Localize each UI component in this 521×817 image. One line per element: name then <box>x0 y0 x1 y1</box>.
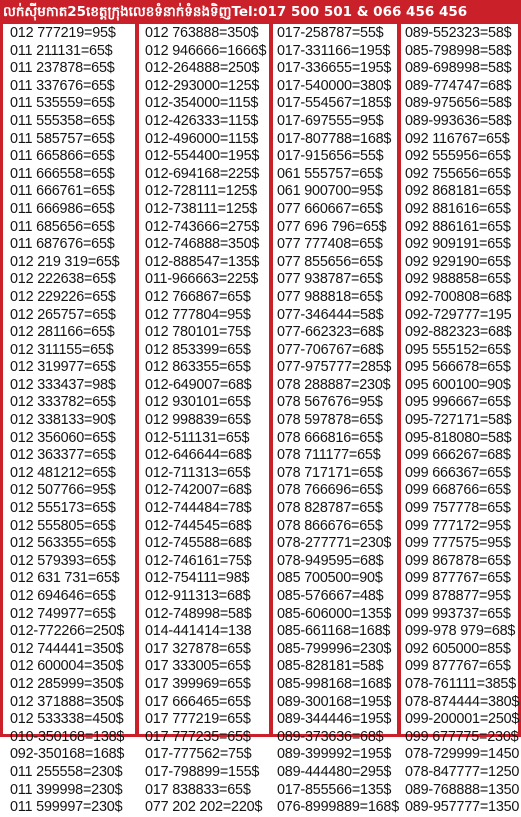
phone-number-entry: 011 399998=230$ <box>10 781 123 798</box>
phone-number-entry: 078 766696=65$ <box>277 482 383 499</box>
phone-number-entry: 085 700500=90$ <box>277 570 383 587</box>
phone-number-entry: 092 116767=65$ <box>405 130 510 147</box>
phone-number-entry: 078 666816=65$ <box>277 429 383 446</box>
phone-number-entry: 017-336655=195$ <box>277 60 392 77</box>
phone-number-entry: 076-8999889=168$ <box>277 799 400 816</box>
phone-number-entry: 010-350168=138$ <box>10 728 125 745</box>
phone-number-entry: 077-346444=58$ <box>277 306 384 323</box>
phone-number-entry: 011-966663=225$ <box>145 271 259 288</box>
phone-number-entry: 077 660667=65$ <box>277 200 383 217</box>
phone-number-entry: 011 666558=65$ <box>10 165 115 182</box>
phone-number-entry: 012-888547=135$ <box>145 253 260 270</box>
phone-number-entry: 099 757778=65$ <box>405 500 511 517</box>
phone-number-entry: 089-552323=58$ <box>405 25 512 41</box>
phone-number-entry: 012 555805=65$ <box>10 517 116 534</box>
phone-number-entry: 089-373636=68$ <box>277 728 384 745</box>
phone-number-entry: 011 535559=65$ <box>10 95 115 112</box>
phone-number-entry: 012 219 319=65$ <box>10 253 120 270</box>
phone-number-entry: 012 777219=95$ <box>10 25 116 41</box>
number-list-3 <box>277 25 399 817</box>
phone-number-entry: 012 694646=65$ <box>10 588 116 604</box>
phone-number-entry: 012 863355=65$ <box>145 359 251 376</box>
number-list-1 <box>10 25 124 817</box>
phone-number-entry: 085-606000=135$ <box>277 605 392 622</box>
phone-number-entry: 078 711177=65$ <box>277 447 381 464</box>
phone-number-entry: 089-993636=58$ <box>405 112 512 129</box>
phone-number-entry: 085-799996=230$ <box>277 640 392 657</box>
phone-number-entry: 012-426333=115$ <box>145 112 259 129</box>
phone-number-entry: 012-264888=250$ <box>145 60 260 77</box>
phone-number-entry: 092 886161=65$ <box>405 218 511 235</box>
phone-number-entry: 012 371888=350$ <box>10 693 124 710</box>
phone-number-entry: 012 333437=98$ <box>10 376 116 393</box>
phone-number-entry: 092-700808=68$ <box>405 288 512 305</box>
phone-number-entry: 011 666761=65$ <box>10 183 115 200</box>
number-column-4 <box>405 25 519 817</box>
phone-number-entry: 078 866676=65$ <box>277 517 383 534</box>
phone-number-entry: 012-738111=125$ <box>145 200 258 217</box>
phone-number-entry: 099 777575=95$ <box>405 535 511 552</box>
phone-number-entry: 012-754111=98$ <box>145 570 250 587</box>
phone-number-entry: 012-911313=68$ <box>145 588 251 604</box>
phone-number-entry: 095 600100=90$ <box>405 376 511 393</box>
phone-number-entry: 095 566678=65$ <box>405 359 511 376</box>
phone-number-entry: 092 881616=65$ <box>405 200 511 217</box>
number-column-1 <box>10 25 124 817</box>
phone-number-entry: 012-746888=350$ <box>145 236 260 253</box>
phone-number-entry: 099 993737=65$ <box>405 605 511 622</box>
phone-number-entry: 078-847777=1250 <box>405 763 520 780</box>
phone-number-entry: 017-554567=185$ <box>277 95 392 112</box>
phone-number-entry: 078-761111=385$ <box>405 675 517 692</box>
phone-number-entry: 012 749977=65$ <box>10 605 116 622</box>
phone-number-entry: 099-200001=250$ <box>405 711 520 728</box>
phone-number-entry: 085-661168=168$ <box>277 623 391 640</box>
phone-number-entry: 012-554400=195$ <box>145 148 260 165</box>
phone-number-entry: 099 677775=230$ <box>405 728 519 745</box>
phone-number-entry: 012 338133=90$ <box>10 412 116 429</box>
phone-number-entry: 012 853399=65$ <box>145 341 251 358</box>
phone-number-entry: 017 333005=65$ <box>145 658 251 675</box>
phone-number-entry: 012 777804=95$ <box>145 306 251 323</box>
phone-number-entry: 089-399992=195$ <box>277 746 392 763</box>
phone-number-entry: 078 828787=65$ <box>277 500 383 517</box>
phone-number-entry: 017-777562=75$ <box>145 746 252 763</box>
number-list-4 <box>405 25 519 817</box>
phone-number-entry: 092-729777=195 <box>405 306 512 323</box>
phone-number-entry: 012 579393=65$ <box>10 552 116 569</box>
phone-number-entry: 017-798899=155$ <box>145 763 260 780</box>
phone-number-entry: 012 744441=350$ <box>10 640 124 657</box>
phone-number-entry: 017-855566=135$ <box>277 781 392 798</box>
phone-number-entry: 012 363377=65$ <box>10 447 116 464</box>
phone-number-entry: 012 311155=65$ <box>10 341 114 358</box>
phone-number-entry: 077-975777=285$ <box>277 359 392 376</box>
phone-number-entry: 077-706767=68$ <box>277 341 384 358</box>
phone-number-entry: 012 285999=350$ <box>10 675 124 692</box>
phone-number-entry: 089-444480=295$ <box>277 763 392 780</box>
phone-number-entry: 011 337676=65$ <box>10 77 115 94</box>
phone-number-entry: 078-874444=380$ <box>405 693 520 710</box>
phone-number-entry: 078-729999=1450 <box>405 746 520 763</box>
phone-number-entry: 012-772266=250$ <box>10 623 125 640</box>
phone-number-entry: 012 946666=1666$ <box>145 42 267 59</box>
phone-number-entry: 077 938787=65$ <box>277 271 383 288</box>
phone-number-entry: 095 555152=65$ <box>405 341 511 358</box>
phone-number-entry: 011 687676=65$ <box>10 236 115 253</box>
phone-number-entry: 077 696 796=65$ <box>277 218 387 235</box>
phone-number-entry: 017 777219=65$ <box>145 711 251 728</box>
phone-number-entry: 099 666367=65$ <box>405 464 511 481</box>
phone-number-entry: 095-727171=58$ <box>405 412 512 429</box>
number-column-2 <box>145 25 266 817</box>
phone-number-entry: 085-828181=58$ <box>277 658 384 675</box>
phone-number-entry: 011 211131=65$ <box>10 42 113 59</box>
phone-number-entry: 012 507766=95$ <box>10 482 116 499</box>
phone-number-entry: 089-300168=195$ <box>277 693 392 710</box>
phone-number-entry: 011 685656=65$ <box>10 218 115 235</box>
phone-number-entry: 012 222638=65$ <box>10 271 116 288</box>
phone-number-entry: 092 755656=65$ <box>405 165 511 182</box>
phone-number-entry: 089-774747=68$ <box>405 77 512 94</box>
phone-number-entry: 012-744484=78$ <box>145 500 252 517</box>
phone-number-entry: 012 998839=65$ <box>145 412 251 429</box>
phone-number-entry: 012 600004=350$ <box>10 658 124 675</box>
phone-number-entry: 017-697555=95$ <box>277 112 384 129</box>
phone-number-entry: 078 288887=230$ <box>277 376 391 393</box>
phone-number-entry: 017-540000=380$ <box>277 77 392 94</box>
phone-number-entry: 077 777408=65$ <box>277 236 383 253</box>
phone-number-entry: 012-748998=58$ <box>145 605 252 622</box>
number-list-2 <box>145 25 266 817</box>
phone-number-entry: 012 930101=65$ <box>145 394 251 411</box>
phone-number-entry: 012 281166=65$ <box>10 324 115 341</box>
phone-number-entry: 092-882323=68$ <box>405 324 512 341</box>
column-divider <box>269 24 273 734</box>
phone-number-entry: 092 605000=85$ <box>405 640 511 657</box>
phone-number-entry: 012-649007=68$ <box>145 376 252 393</box>
phone-number-entry: 099 777172=95$ <box>405 517 511 534</box>
phone-number-entry: 012 333782=65$ <box>10 394 116 411</box>
phone-number-entry: 099 878877=95$ <box>405 588 511 604</box>
phone-number-entry: 077 988818=65$ <box>277 288 383 305</box>
phone-number-entry: 089-344446=195$ <box>277 711 392 728</box>
phone-number-entry: 012-728111=125$ <box>145 183 258 200</box>
phone-number-entry: 017 399969=65$ <box>145 675 251 692</box>
phone-number-entry: 085-798998=58$ <box>405 42 512 59</box>
phone-number-entry: 099 877767=65$ <box>405 570 511 587</box>
phone-number-entry: 012-646644=68$ <box>145 447 252 464</box>
phone-number-entry: 092 555956=65$ <box>405 148 511 165</box>
phone-number-entry: 099 668766=65$ <box>405 482 511 499</box>
phone-number-entry: 099 877767=65$ <box>405 658 511 675</box>
phone-number-entry: 089-768888=1350 <box>405 781 520 798</box>
phone-number-entry: 089-957777=1350 <box>405 799 520 816</box>
phone-number-entry: 078-949595=68$ <box>277 552 384 569</box>
phone-number-entry: 078 597878=65$ <box>277 412 383 429</box>
phone-number-entry: 078 567676=95$ <box>277 394 383 411</box>
phone-number-entry: 012 555173=65$ <box>10 500 116 517</box>
phone-number-entry: 012-746161=75$ <box>145 552 252 569</box>
phone-number-entry: 017 327878=65$ <box>145 640 251 657</box>
phone-number-entry: 085-576667=48$ <box>277 588 384 604</box>
phone-number-entry: 012 481212=65$ <box>10 464 116 481</box>
phone-number-entry: 011 666986=65$ <box>10 200 115 217</box>
phone-number-entry: 012-511131=65$ <box>145 429 250 446</box>
phone-number-entry: 078 717171=65$ <box>277 464 383 481</box>
phone-number-entry: 099-978 979=68$ <box>405 623 516 640</box>
phone-number-entry: 017-915656=55$ <box>277 148 384 165</box>
phone-number-entry: 089-698998=58$ <box>405 60 512 77</box>
phone-number-entry: 077-662323=68$ <box>277 324 384 341</box>
phone-number-entry: 012 356060=65$ <box>10 429 116 446</box>
phone-number-entry: 011 555358=65$ <box>10 112 115 129</box>
phone-number-entry: 012 319977=65$ <box>10 359 116 376</box>
phone-number-entry: 085-998168=168$ <box>277 675 392 692</box>
phone-number-entry: 012-743666=275$ <box>145 218 260 235</box>
phone-number-entry: 012 631 731=65$ <box>10 570 120 587</box>
phone-number-entry: 011 255558=230$ <box>10 763 123 780</box>
phone-number-entry: 012-742007=68$ <box>145 482 252 499</box>
phone-number-entry: 012 229226=65$ <box>10 288 116 305</box>
phone-number-entry: 012-694168=225$ <box>145 165 260 182</box>
phone-number-entry: 078-277771=230$ <box>277 535 392 552</box>
phone-number-entry: 092 909191=65$ <box>405 236 511 253</box>
phone-number-entry: 012-711313=65$ <box>145 464 251 481</box>
phone-number-entry: 092-350168=168$ <box>10 746 125 763</box>
phone-number-entry: 012-745588=68$ <box>145 535 252 552</box>
phone-number-entry: 012-354000=115$ <box>145 95 259 112</box>
phone-number-entry: 092 988858=65$ <box>405 271 511 288</box>
phone-number-entry: 017-807788=168$ <box>277 130 392 147</box>
phone-number-entry: 017 666465=65$ <box>145 693 251 710</box>
header-banner: លក់ស៊ីមកាត25ខេត្តក្រុងលេខទំនាក់ទំនងទិញTel:017 500 501 & 066 456 456 <box>0 0 521 24</box>
left-border <box>0 24 3 737</box>
phone-number-entry: 011 585757=65$ <box>10 130 115 147</box>
phone-number-entry: 012 533338=450$ <box>10 711 124 728</box>
phone-number-entry: 012-293000=125$ <box>145 77 260 94</box>
phone-number-entry: 011 237878=65$ <box>10 60 115 77</box>
phone-number-entry: 017 838833=65$ <box>145 781 251 798</box>
phone-number-entry: 099 666267=68$ <box>405 447 511 464</box>
phone-number-entry: 061 900700=95$ <box>277 183 383 200</box>
number-column-3 <box>277 25 399 817</box>
phone-number-entry: 012 763888=350$ <box>145 25 259 41</box>
phone-number-entry: 012-496000=115$ <box>145 130 259 147</box>
phone-number-entry: 089-975656=58$ <box>405 95 512 112</box>
phone-number-entry: 012 265757=65$ <box>10 306 116 323</box>
phone-number-entry: 061 555757=65$ <box>277 165 383 182</box>
phone-number-entry: 095-818080=58$ <box>405 429 512 446</box>
column-divider <box>135 24 139 734</box>
phone-number-entry: 077 202 202=220$ <box>145 799 263 816</box>
phone-number-entry: 092 929190=65$ <box>405 253 511 270</box>
phone-number-entry: 092 868181=65$ <box>405 183 511 200</box>
phone-number-entry: 012 563355=65$ <box>10 535 116 552</box>
phone-number-entry: 012 780101=75$ <box>145 324 251 341</box>
phone-number-entry: 017-331166=195$ <box>277 42 391 59</box>
phone-number-entry: 012-744545=68$ <box>145 517 252 534</box>
phone-number-entry: 099 867878=65$ <box>405 552 511 569</box>
phone-number-entry: 011 599997=230$ <box>10 799 123 816</box>
phone-number-entry: 017-258787=55$ <box>277 25 384 41</box>
phone-number-entry: 014-441414=138 <box>145 623 252 640</box>
phone-number-entry: 017 777235=65$ <box>145 728 251 745</box>
phone-number-entry: 011 665866=65$ <box>10 148 115 165</box>
phone-number-entry: 095 996667=65$ <box>405 394 511 411</box>
phone-number-entry: 012 766867=65$ <box>145 288 251 305</box>
phone-number-entry: 077 855656=65$ <box>277 253 383 270</box>
